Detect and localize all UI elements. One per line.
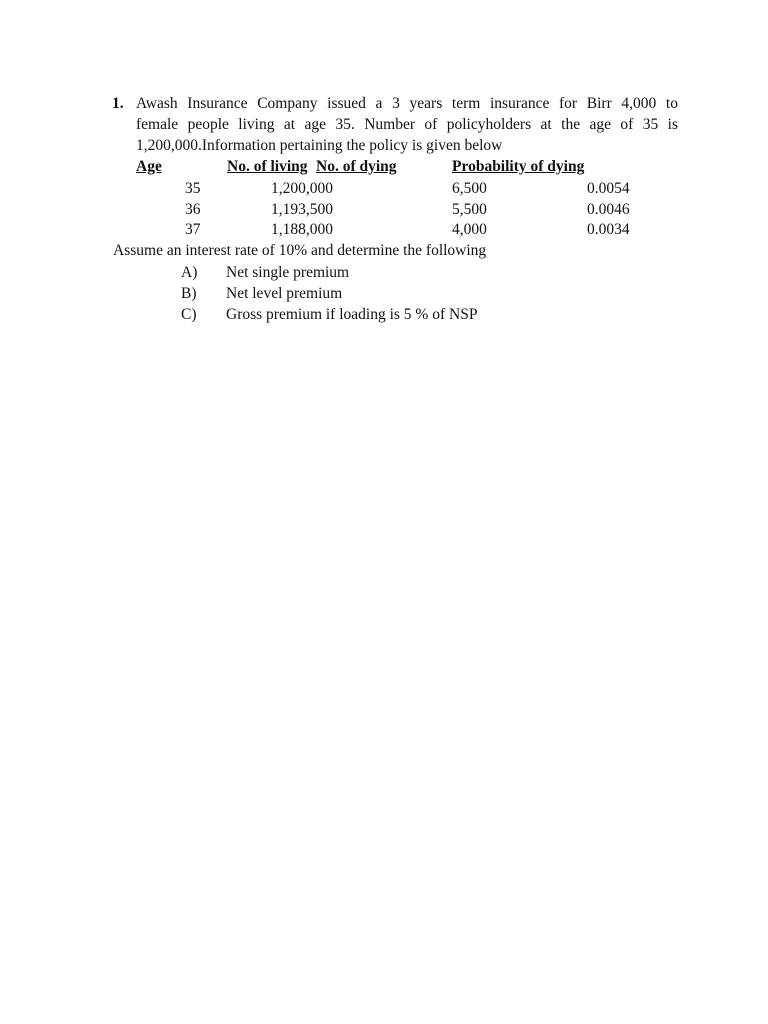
table-cell-probability: 0.0034	[587, 221, 630, 238]
instruction-text: Assume an interest rate of 10% and determine the following	[113, 242, 487, 259]
table-header-probability: Probability of dying	[452, 158, 585, 175]
table-cell-living: 1,200,000	[271, 180, 333, 197]
table-cell-age: 37	[185, 221, 201, 238]
table-header-age: Age	[136, 158, 162, 175]
table-cell-age: 35	[185, 180, 201, 197]
part-label: B)	[181, 285, 197, 302]
table-cell-age: 36	[185, 201, 201, 218]
table-cell-living: 1,188,000	[271, 221, 333, 238]
question-number: 1.	[112, 95, 124, 112]
part-label: A)	[181, 264, 198, 281]
table-cell-living: 1,193,500	[271, 201, 333, 218]
part-text: Gross premium if loading is 5 % of NSP	[226, 306, 478, 323]
part-label: C)	[181, 306, 197, 323]
table-cell-probability: 0.0054	[587, 180, 630, 197]
question-line-3: 1,200,000.Information pertaining the policy is given below	[136, 137, 503, 154]
table-cell-dying: 5,500	[452, 201, 487, 218]
table-header-living: No. of living	[227, 158, 308, 175]
table-cell-dying: 6,500	[452, 180, 487, 197]
part-text: Net single premium	[226, 264, 350, 281]
table-cell-dying: 4,000	[452, 221, 487, 238]
question-line-2: female people living at age 35. Number of policyholders at the age of 35 is	[136, 116, 678, 133]
part-text: Net level premium	[226, 285, 343, 302]
question-line-1: Awash Insurance Company issued a 3 years term insurance for Birr 4,000 to	[136, 95, 678, 112]
table-cell-probability: 0.0046	[587, 201, 630, 218]
table-header-dying: No. of dying	[316, 158, 397, 175]
